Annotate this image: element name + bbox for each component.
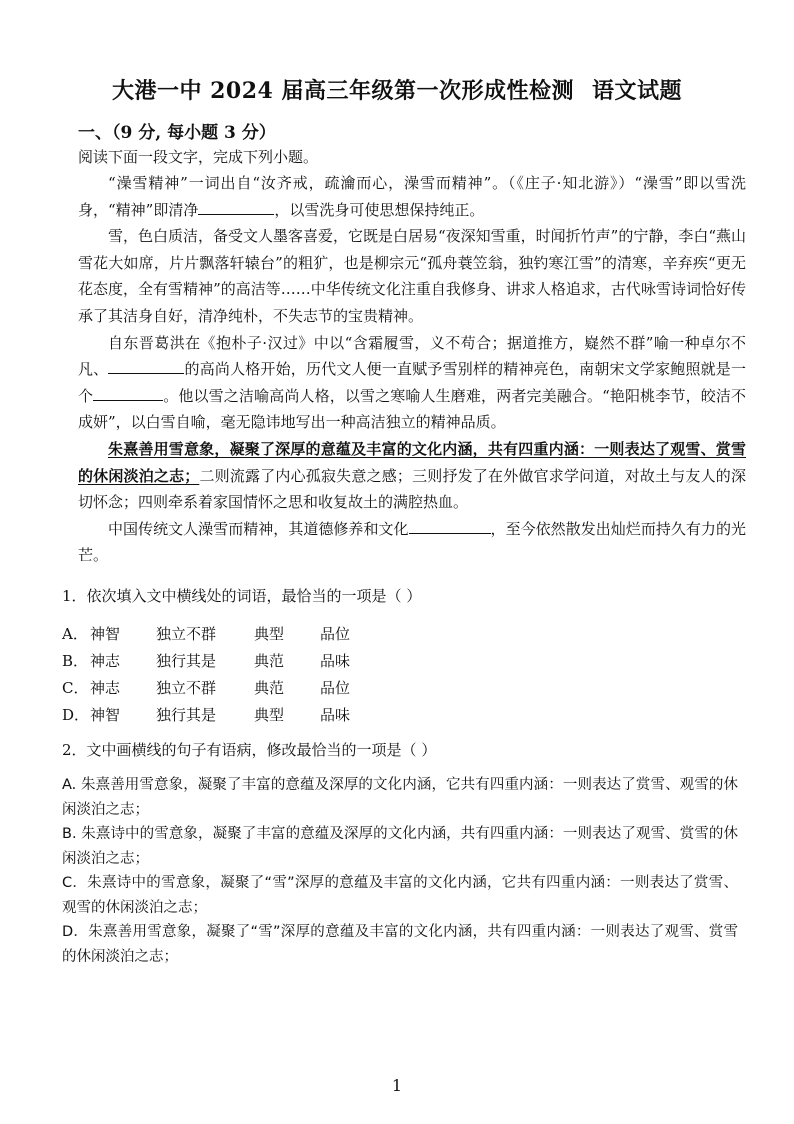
passage-paragraph-1: “澡雪精神”一词出自“汝齐戒，疏瀹而心，澡雪而精神”。（《庄子·知北游》）“澡雪”即以雪洗身，“精神”即清净 ，以雪洗身可使思想保持纯正。 <box>78 174 746 219</box>
page-number: 1 <box>391 1076 403 1095</box>
question-1-option-c[interactable]: C． 神志 独立不群 典范 品位 <box>62 679 351 697</box>
exam-title: 大港一中 2024 届高三年级第一次形成性检测 <box>111 78 575 104</box>
section-heading: 一、（9 分, 每小题 3 分） <box>78 123 276 143</box>
question-2-stem: 2．文中画横线的句子有语病，修改最恰当的一项是（ ） <box>62 741 437 759</box>
page-title <box>0 74 794 105</box>
question-2-option-d[interactable]: D．朱熹善用雪意象，凝聚了“雪”深厚的意蕴及丰富的文化内涵，共有四重内涵：一则表达了观雪、赏雪的休闲淡泊之志； <box>62 924 738 965</box>
passage-paragraph-2: 雪，色白质洁，备受文人墨客喜爱，它既是白居易“夜深知雪重，时闻折竹声”的宁静，李白“燕山雪花大如席，片片飘落轩辕台”的粗犷，也是柳宗元“孤舟蓑笠翁，独钓寒江雪”的清寒，辛弃疾“更无花态度，全有雪精神”的高洁等……中华传统文化注重自我修身、讲求人格追求，古代咏雪诗词恰好传承了其洁身自好，清净纯朴，不失志节的宝贵精神。 <box>78 227 747 325</box>
fill-blank-2 <box>108 359 184 374</box>
reading-passage <box>78 170 746 569</box>
passage-paragraph-5: 中国传统文人澡雪而精神，其道德修养和文化 ，至今依然散发出灿烂而持久有力的光芒。 <box>78 519 746 565</box>
question-2-options <box>62 773 738 969</box>
question-1-options <box>62 623 350 731</box>
subject-title: 语文试题 <box>592 78 683 104</box>
question-2-option-a[interactable]: A. 朱熹善用雪意象，凝聚了丰富的意蕴及深厚的文化内涵，它共有四重内涵：一则表达了赏雪、观雪的休闲淡泊之志； <box>62 777 738 818</box>
question-1-stem: 1．依次填入文中横线处的词语，最恰当的一项是（ ） <box>62 587 422 605</box>
fill-blank-3 <box>93 386 163 401</box>
underlined-sentence: 朱熹善用雪意象，凝聚了深厚的意蕴及丰富的文化内涵，共有四重内涵：一则表达了观雪、赏雪的休闲淡泊之志； <box>78 439 746 485</box>
question-1-option-b[interactable]: B． 神志 独行其是 典范 品味 <box>62 652 351 670</box>
question-1-option-a[interactable]: A． 神智 独立不群 典型 品位 <box>62 625 351 643</box>
question-2-option-b[interactable]: B. 朱熹诗中的雪意象，凝聚了丰富的意蕴及深厚的文化内涵，共有四重内涵：一则表达了观雪、赏雪的休闲淡泊之志； <box>62 826 738 867</box>
section-instruction: 阅读下面一段文字，完成下列小题。 <box>78 148 319 166</box>
question-2-option-c[interactable]: C．朱熹诗中的雪意象，凝聚了“雪”深厚的意蕴及丰富的文化内涵，它共有四重内涵：一则表达了赏雪、观雪的休闲淡泊之志； <box>62 875 738 916</box>
fill-blank-1 <box>198 200 274 215</box>
passage-paragraph-4: 朱熹善用雪意象，凝聚了深厚的意蕴及丰富的文化内涵，共有四重内涵：一则表达了观雪、赏雪的休闲淡泊之志；二则流露了内心孤寂失意之感；三则抒发了在外做官求学问道，对故土与友人的深切怀念；四则牵系着家国情怀之思和收复故土的满腔热血。 <box>78 439 746 512</box>
question-1-option-d[interactable]: D． 神智 独行其是 典型 品味 <box>62 706 351 724</box>
fill-blank-4 <box>409 519 491 534</box>
passage-paragraph-3: 自东晋葛洪在《抱朴子·汉过》中以“含霜履雪，义不苟合；据道推方，嶷然不群”喻一种卓尔不凡、 的高尚人格开始，历代文人便一直赋予雪别样的精神亮色，南朝宋文学家鲍照就是一个 。他以雪之洁喻高尚人格，以雪之寒喻人生磨难，两者完美融合。“艳阳桃李节，皎洁不成妍”，以白雪自喻，毫无隐讳地写出一种高洁独立的精神品质。 <box>78 333 746 432</box>
